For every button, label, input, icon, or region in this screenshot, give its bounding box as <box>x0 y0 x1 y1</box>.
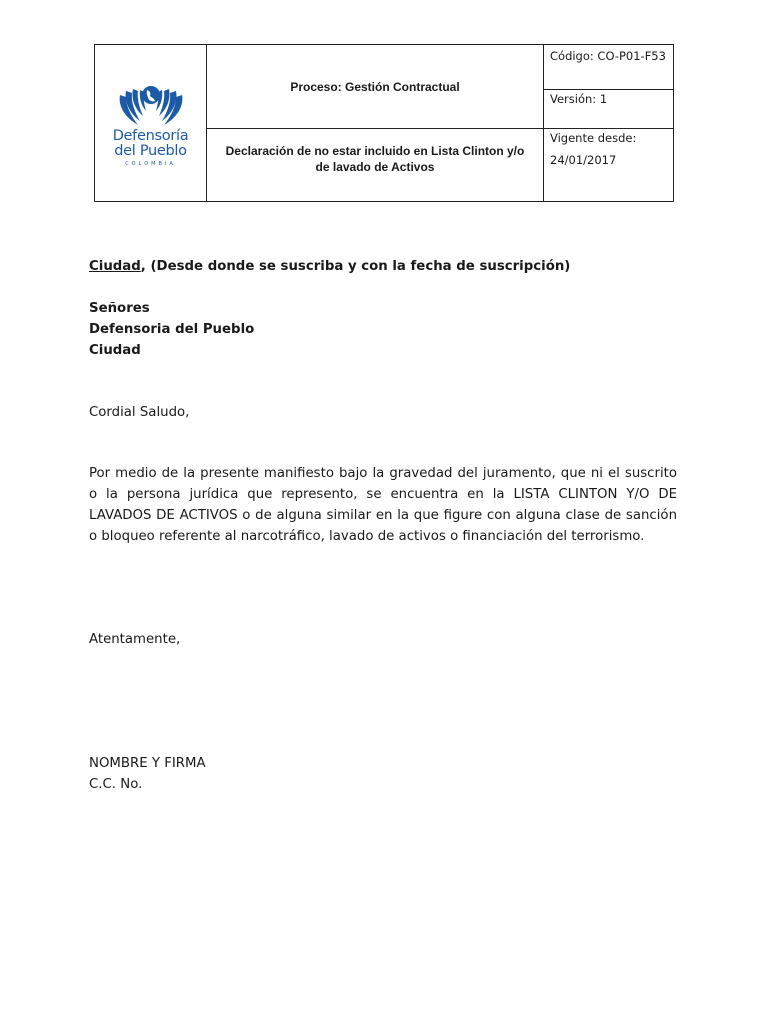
valid-from-date: 24/01/2017 <box>550 153 617 167</box>
document-header-table <box>94 44 674 202</box>
version-cell <box>544 90 674 129</box>
city-instruction: , (Desde donde se suscriba y con la fecha de suscripción) <box>140 259 571 274</box>
logo-text-colombia: COLOMBIA <box>125 161 176 167</box>
hands-emblem-icon <box>116 81 186 129</box>
defensoria-logo <box>95 44 206 202</box>
city-date-line <box>89 256 677 277</box>
document-version: Versión: 1 <box>550 92 608 106</box>
signature-id-line: C.C. No. <box>89 777 143 792</box>
greeting: Cordial Saludo, <box>89 405 190 420</box>
signature-block <box>89 753 677 795</box>
logo-cell <box>95 45 207 202</box>
process-label: Proceso: Gestión Contractual <box>290 79 460 94</box>
valid-from-cell <box>544 129 674 202</box>
recipient-line-2: Defensoria del Pueblo <box>89 322 255 337</box>
process-cell <box>207 45 544 129</box>
recipient-block <box>89 298 677 361</box>
document-title: Declaración de no estar incluido en Lista Clinton y/o de lavado de Activos <box>225 144 525 174</box>
recipient-line-3: Ciudad <box>89 343 141 358</box>
code-cell <box>544 45 674 90</box>
closing: Atentamente, <box>89 632 181 647</box>
signature-name-line: NOMBRE Y FIRMA <box>89 756 206 771</box>
valid-from-label: Vigente desde: <box>550 131 637 145</box>
logo-text-defensoria: Defensoría <box>112 128 189 144</box>
logo-text-del-pueblo: del Pueblo <box>114 143 187 159</box>
document-code: Código: CO-P01-F53 <box>550 49 666 63</box>
recipient-line-1: Señores <box>89 301 150 316</box>
declaration-body: Por medio de la presente manifiesto bajo la gravedad del juramento, que ni el suscrito o la persona jurídica que represento, se encuentra en la LISTA CLINTON Y/O DE LAVADOS DE ACTIVOS o de alguna similar en la que figure con alguna clase de sanción o bloqueo referente al narcotráfico, lavado de activos o financiación del terrorismo. <box>89 466 677 544</box>
document-title-cell <box>207 129 544 202</box>
city-word: Ciudad <box>89 259 141 274</box>
